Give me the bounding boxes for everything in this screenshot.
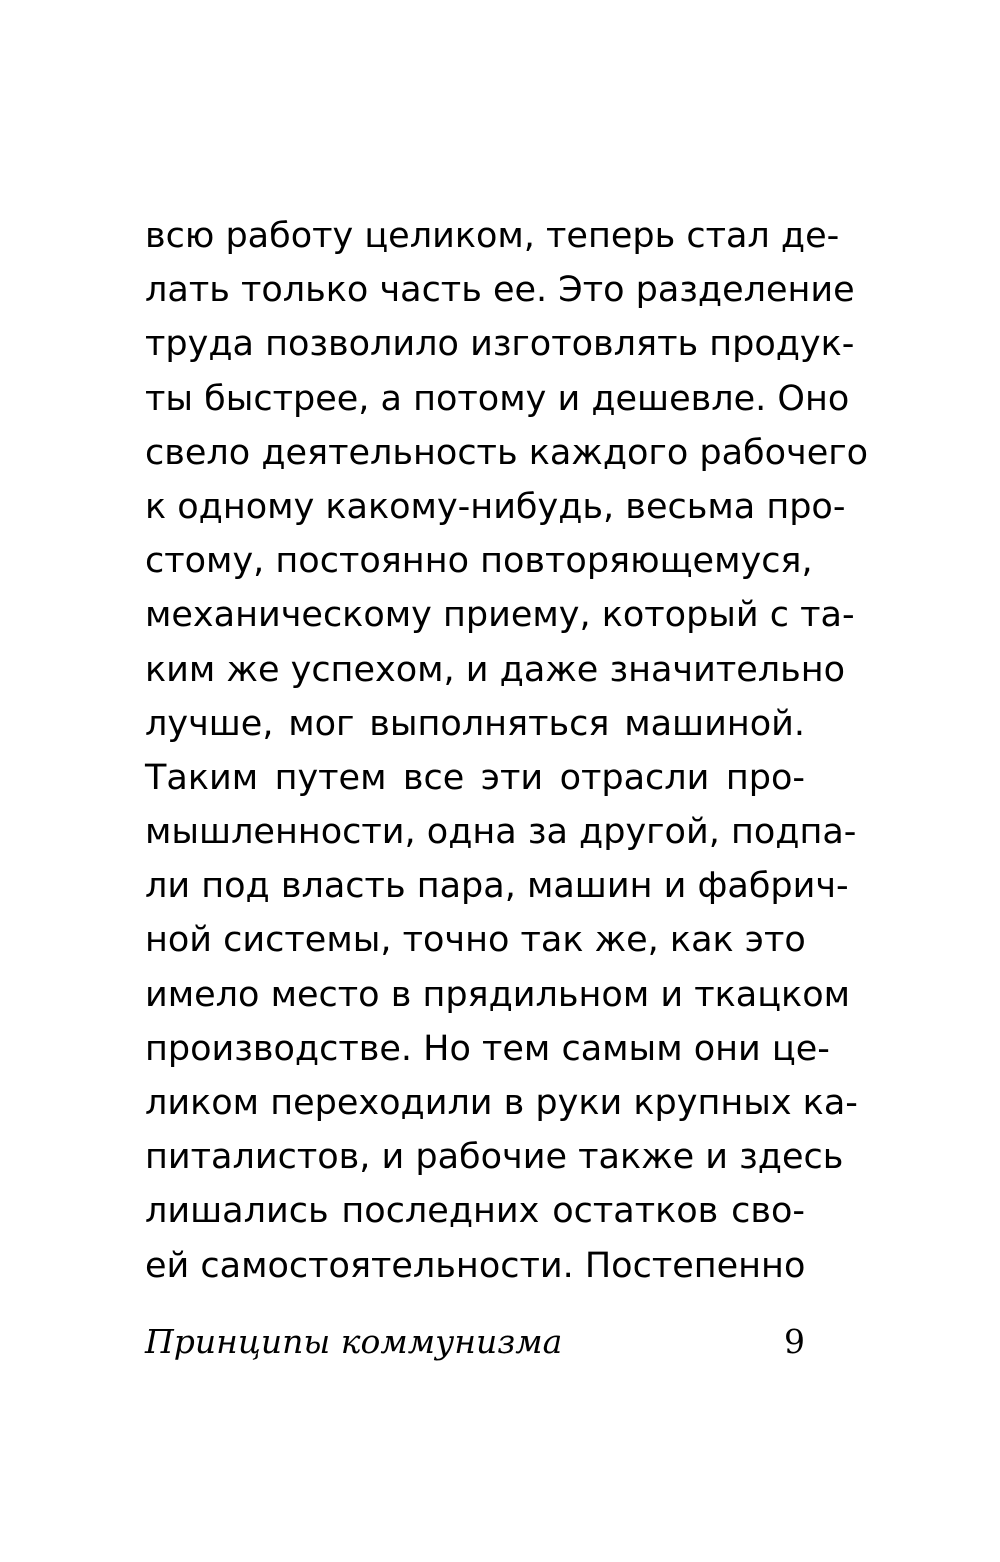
text-line: механическому приему, который с та- xyxy=(145,595,855,636)
text-line: питалистов, и рабочие также и здесь xyxy=(145,1137,844,1178)
page-footer xyxy=(145,1318,805,1366)
text-line: ким же успехом, и даже значительно xyxy=(145,649,846,690)
text-line: ей самостоятельности. Постепенно xyxy=(145,1245,806,1286)
body-paragraph xyxy=(145,209,869,1293)
text-line: ты быстрее, а потому и дешевле. Оно xyxy=(145,378,850,419)
running-title: Принципы коммунизма xyxy=(145,1322,563,1361)
text-line: лишались последних остатков сво- xyxy=(145,1191,805,1232)
text-line: имело место в прядильном и ткацком xyxy=(145,974,851,1015)
text-line: производстве. Но тем самым они це- xyxy=(145,1028,830,1069)
text-line: стому, постоянно повторяющемуся, xyxy=(145,541,813,582)
text-line: свело деятельность каждого рабочего xyxy=(145,432,869,473)
text-line: труда позволило изготовлять продук- xyxy=(145,324,855,365)
text-line: лучше, мог выполняться машиной. xyxy=(145,703,805,744)
text-line: Таким путем все эти отрасли про- xyxy=(145,757,805,798)
text-line: лать только часть ее. Это разделение xyxy=(145,270,855,311)
text-line: всю работу целиком, теперь стал де- xyxy=(145,216,840,256)
text-line: мышленности, одна за другой, подпа- xyxy=(145,812,857,853)
text-line: ли под власть пара, машин и фабрич- xyxy=(145,866,849,907)
text-line: ликом переходили в руки крупных ка- xyxy=(145,1083,858,1123)
text-line: ной системы, точно так же, как это xyxy=(145,920,806,961)
page-number: 9 xyxy=(784,1322,805,1361)
text-line: к одному какому-нибудь, весьма про- xyxy=(145,486,846,527)
